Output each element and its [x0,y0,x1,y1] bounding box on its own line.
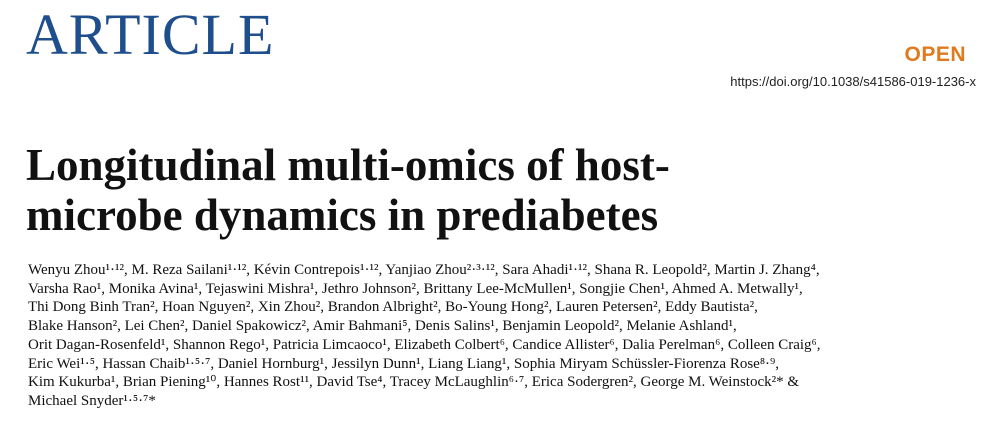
author-line-7: Kim Kukurba¹, Brian Piening¹⁰, Hannes Rost¹¹, David Tse⁴, Tracey McLaughlin⁶·⁷, Erica Sodergren², George M. Weinstock²* & [28,374,800,391]
author-list [28,261,988,411]
doi-link[interactable]: https://doi.org/10.1038/s41586-019-1236-x [730,74,976,89]
author-line-5: Orit Dagan-Rosenfeld¹, Shannon Rego¹, Patricia Limcaoco¹, Elizabeth Colbert⁶, Candice Allister⁶, Dalia Perelman⁶, Colleen Craig⁶, [28,336,821,353]
paper-title [26,140,946,241]
author-line-4: Blake Hanson², Lei Chen², Daniel Spakowicz², Amir Bahmani⁵, Denis Salins¹, Benjamin Leopold², Melanie Ashland¹, [28,318,737,335]
author-line-8: Michael Snyder¹·⁵·⁷* [28,392,156,409]
author-line-2: Varsha Rao¹, Monika Avina¹, Tejaswini Mishra¹, Jethro Johnson², Brittany Lee-McMullen¹, Songjie Chen¹, Ahmed A. Metwally¹, [28,280,803,297]
article-header [0,0,1000,110]
title-line-2: microbe dynamics in prediabetes [26,190,659,241]
author-line-1: Wenyu Zhou¹·¹², M. Reza Sailani¹·¹², Kévin Contrepois¹·¹², Yanjiao Zhou²·³·¹², Sara Ahadi¹·¹², Shana R. Leopold², Martin J. Zhang⁴, [28,262,820,278]
author-line-3: Thi Dong Binh Tran², Hoan Nguyen², Xin Zhou², Brandon Albright², Bo-Young Hong², Lauren Petersen², Eddy Bautista², [28,299,758,316]
author-line-6: Eric Wei¹·⁵, Hassan Chaib¹·⁵·⁷, Daniel Hornburg¹, Jessilyn Dunn¹, Liang Liang¹, Sophia Miryam Schüssler-Fiorenza Rose⁸·⁹, [28,355,780,372]
title-line-1: Longitudinal multi-omics of host- [26,140,670,190]
article-type-label: ARTICLE [26,2,275,67]
open-access-badge: OPEN [904,43,966,66]
